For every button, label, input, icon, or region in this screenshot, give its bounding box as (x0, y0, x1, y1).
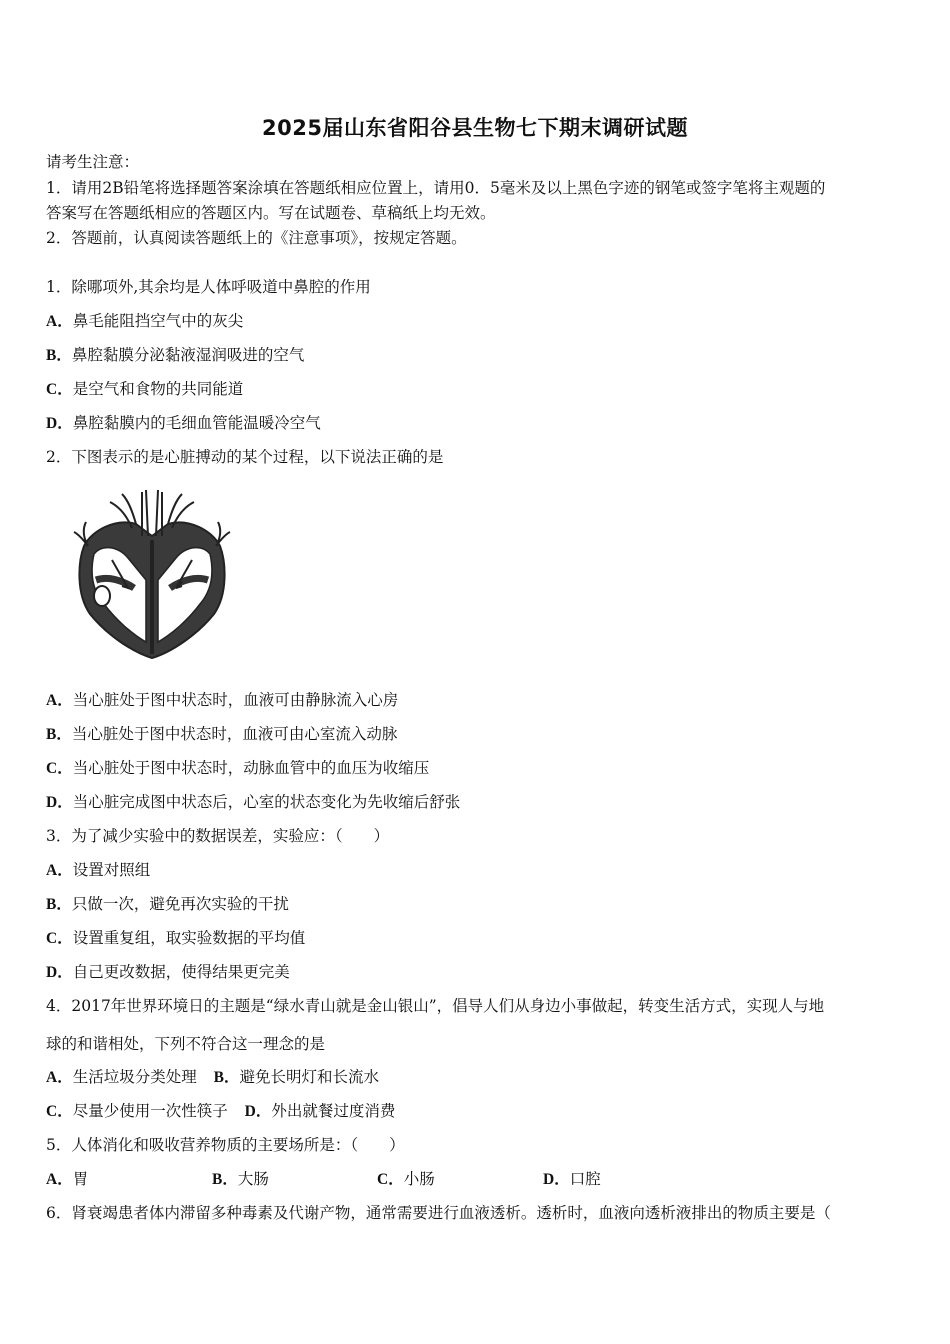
option-label: D． (244, 1103, 272, 1120)
question-5-stem: 5．人体消化和吸收营养物质的主要场所是：（ ） (46, 1136, 405, 1154)
option-text: 小肠 (403, 1170, 435, 1188)
option-label: B． (46, 726, 72, 743)
option-label: B． (213, 1069, 240, 1086)
question-2-option-d (46, 792, 460, 813)
notice-line-2: 2．答题前，认真阅读答题纸上的《注意事项》，按规定答题。 (46, 229, 467, 247)
question-5-option-c (377, 1169, 435, 1190)
page-title: 2025届山东省阳谷县生物七下期末调研试题 (262, 116, 688, 140)
question-3-option-a (46, 860, 150, 881)
option-text: 口腔 (569, 1170, 601, 1188)
option-label: D． (46, 964, 73, 981)
question-3-option-b (46, 894, 289, 915)
notice-heading: 请考生注意： (46, 153, 140, 171)
notice-line-1: 1．请用2B铅笔将选择题答案涂填在答题纸相应位置上，请用0．5毫米及以上黑色字迹的钢笔或签字笔将主观题的 (46, 179, 826, 197)
option-label: B． (212, 1171, 238, 1188)
heart-diagram (72, 484, 232, 666)
option-text: 避免长明灯和长流水 (239, 1068, 380, 1086)
question-1-option-a (46, 311, 243, 332)
option-label: C． (46, 760, 73, 777)
option-label: A． (46, 862, 73, 879)
option-text: 当心脏处于图中状态时，血液可由心室流入动脉 (71, 725, 398, 743)
option-label: D． (46, 794, 73, 811)
question-1-option-c (46, 379, 243, 400)
question-3-option-c (46, 928, 305, 949)
option-text: 外出就餐过度消费 (271, 1102, 396, 1120)
question-3-stem: 3．为了减少实验中的数据误差，实验应：（ ） (46, 827, 390, 845)
option-text: 当心脏处于图中状态时，动脉血管中的血压为收缩压 (72, 759, 430, 777)
question-1-option-b (46, 345, 304, 366)
option-text: 生活垃圾分类处理 (72, 1068, 197, 1086)
option-text: 设置重复组，取实验数据的平均值 (72, 929, 306, 947)
notice-line-1b: 答案写在答题纸相应的答题区内。写在试题卷、草稿纸上均无效。 (46, 204, 496, 222)
option-text: 鼻腔黏膜内的毛细血管能温暖冷空气 (72, 414, 321, 432)
option-label: C． (46, 930, 73, 947)
option-label: B． (46, 896, 72, 913)
option-text: 当心脏完成图中状态后，心室的状态变化为先收缩后舒张 (72, 793, 461, 811)
option-label: C． (46, 381, 73, 398)
question-4-options-row-2 (46, 1101, 395, 1122)
option-label: B． (46, 347, 72, 364)
chamber-opening (94, 586, 110, 606)
question-4-stem-line-1: 4．2017年世界环境日的主题是“绿水青山就是金山银山”，倡导人们从身边小事做起，转变生活方式，实现人与地 (46, 997, 825, 1015)
question-5-option-b (212, 1169, 269, 1190)
option-text: 胃 (72, 1170, 89, 1188)
option-text: 鼻毛能阻挡空气中的灰尖 (72, 312, 244, 330)
question-5-option-d (543, 1169, 601, 1190)
question-1-stem: 1．除哪项外,其余均是人体呼吸道中鼻腔的作用 (46, 278, 371, 296)
question-2-stem: 2．下图表示的是心脏搏动的某个过程，以下说法正确的是 (46, 448, 444, 466)
option-label: D． (543, 1171, 570, 1188)
question-4-options-row-1 (46, 1067, 379, 1088)
option-text: 尽量少使用一次性筷子 (72, 1102, 228, 1120)
option-text: 鼻腔黏膜分泌黏液湿润吸进的空气 (71, 346, 305, 364)
option-label: A． (46, 1171, 73, 1188)
option-text: 设置对照组 (72, 861, 151, 879)
question-1-option-d (46, 413, 321, 434)
option-label: D． (46, 415, 73, 432)
question-2-option-c (46, 758, 429, 779)
option-label: A． (46, 313, 73, 330)
option-text: 是空气和食物的共同能道 (72, 380, 244, 398)
option-label: C． (377, 1171, 404, 1188)
option-label: C． (46, 1103, 73, 1120)
option-text: 自己更改数据，使得结果更完美 (72, 963, 290, 981)
question-2-option-b (46, 724, 397, 745)
question-4-stem-line-2: 球的和谐相处，下列不符合这一理念的是 (46, 1035, 326, 1053)
vein-left (74, 522, 88, 546)
option-text: 只做一次，避免再次实验的干扰 (71, 895, 289, 913)
question-5-option-a (46, 1169, 88, 1190)
option-label: A． (46, 1069, 73, 1086)
option-text: 大肠 (237, 1170, 269, 1188)
question-3-option-d (46, 962, 290, 983)
question-2-option-a (46, 690, 398, 711)
option-text: 当心脏处于图中状态时，血液可由静脉流入心房 (72, 691, 399, 709)
great-vessels (142, 490, 162, 536)
vein-right (216, 522, 230, 546)
question-6-stem: 6．肾衰竭患者体内滞留多种毒素及代谢产物，通常需要进行血液透析。透析时，血液向透析液排出的物质主要是（ (46, 1204, 831, 1222)
option-label: A． (46, 692, 73, 709)
